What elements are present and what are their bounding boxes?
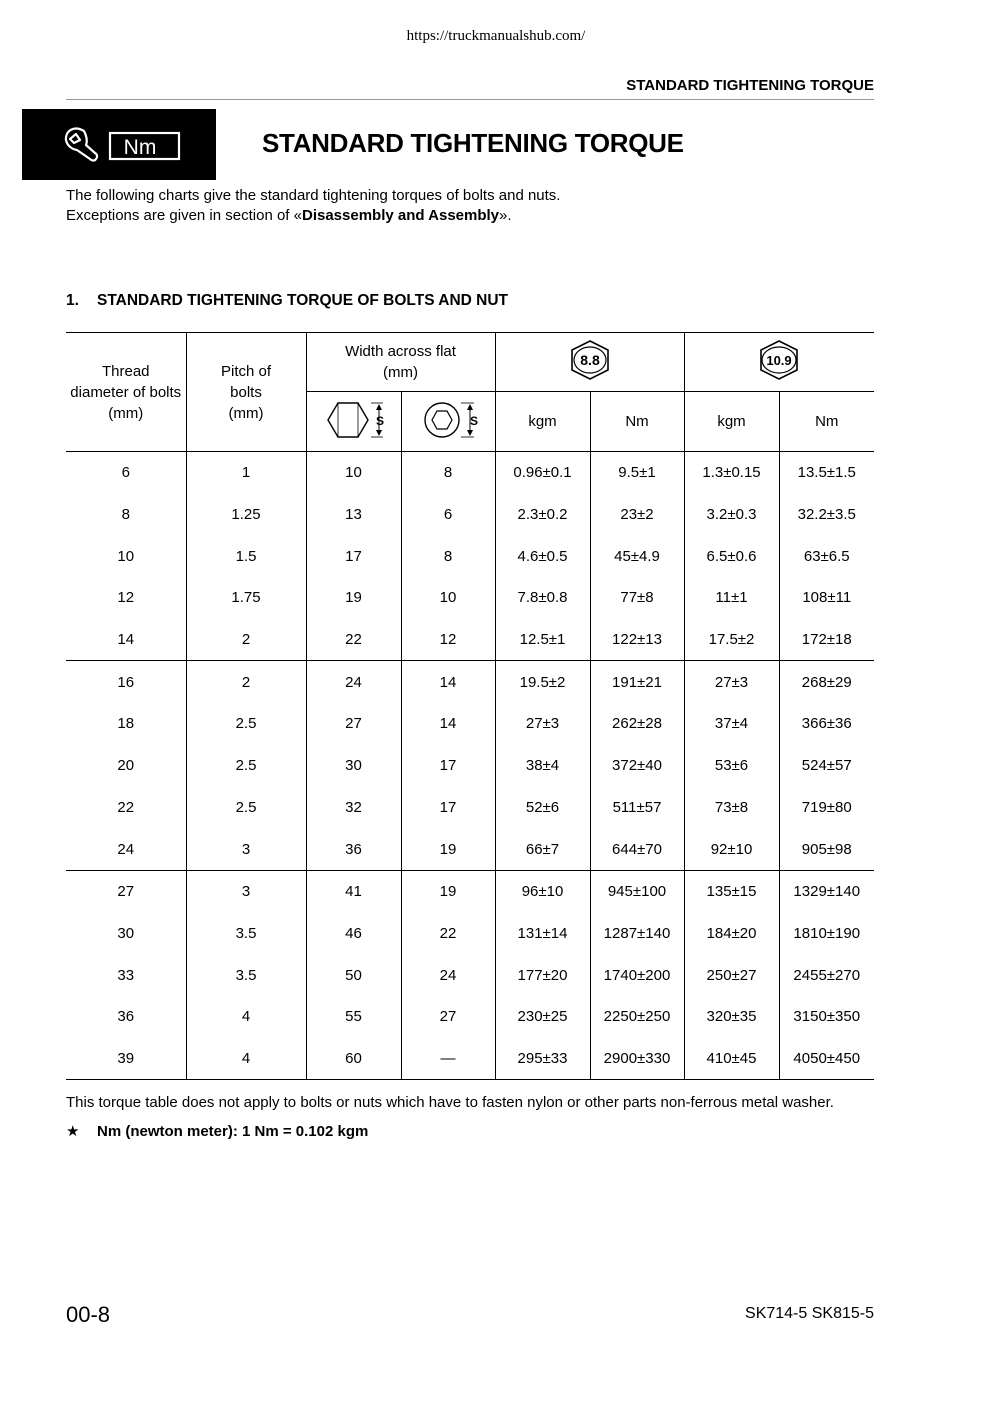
cell-thread: 16 [117, 673, 135, 691]
cell-pitch: 1.75 [186, 577, 306, 619]
intro-line-2: Exceptions are given in section of «Disassembly and Assembly». [66, 207, 512, 224]
cell-kgm-10-9: 320±35 [684, 996, 779, 1038]
cell-nm-10-9: 3150±350 [779, 996, 874, 1038]
cell-pitch: 2.5 [186, 703, 306, 745]
table-row [66, 870, 874, 912]
cell-socket-width: 14 [401, 661, 495, 703]
table-row [66, 619, 874, 661]
unit-conversion-text: Nm (newton meter): 1 Nm = 0.102 kgm [97, 1123, 369, 1140]
table-row [66, 1038, 874, 1080]
cell-nm-10-9: 172±18 [779, 619, 874, 661]
cell-socket-width: 12 [401, 619, 495, 661]
cell-nm-10-9: 366±36 [779, 703, 874, 745]
cell-thread: 33 [117, 966, 135, 984]
page-number: 00-8 [66, 1302, 111, 1327]
cell-hex-width: 17 [306, 535, 401, 577]
cell-kgm-10-9: 17.5±2 [684, 619, 779, 661]
cell-thread: 22 [117, 798, 135, 816]
applicability-note: This torque table does not apply to bolts or nuts which have to fasten nylon or other parts non-ferrous metal washer. [66, 1094, 834, 1111]
cell-pitch: 1.5 [186, 535, 306, 577]
star-icon: ★ [66, 1123, 80, 1140]
header-nm-8-8: Nm [590, 392, 684, 452]
cell-kgm-10-9: 53±6 [684, 745, 779, 787]
cell-thread: 36 [117, 1008, 135, 1026]
cell-thread: 12 [117, 589, 135, 607]
cell-kgm-10-9: 184±20 [684, 913, 779, 955]
cell-socket-width: 17 [401, 745, 495, 787]
cell-kgm-8-8: 4.6±0.5 [495, 535, 590, 577]
header-kgm-10-9: kgm [684, 392, 779, 452]
cell-kgm-8-8: 177±20 [495, 954, 590, 996]
cell-thread: 8 [121, 506, 130, 524]
hex-grade-10-9-icon [756, 338, 802, 382]
cell-socket-width: 6 [401, 494, 495, 536]
cell-nm-10-9: 719±80 [779, 787, 874, 829]
cell-kgm-10-9: 1.3±0.15 [684, 452, 779, 494]
intro-paragraph [66, 186, 560, 226]
wrench-icon [22, 109, 216, 180]
cell-thread: 6 [121, 464, 130, 482]
cell-pitch: 2 [186, 619, 306, 661]
cell-socket-width: 17 [401, 787, 495, 829]
cell-nm-8-8: 1740±200 [590, 954, 684, 996]
cell-kgm-10-9: 73±8 [684, 787, 779, 829]
cell-thread: 14 [66, 619, 186, 661]
cell-pitch: 2.5 [186, 787, 306, 829]
cell-hex-width: 22 [306, 619, 401, 661]
cell-hex-width: 55 [306, 996, 401, 1038]
section-number: 1. [66, 292, 79, 309]
table-row [66, 954, 874, 996]
cell-kgm-10-9: 6.5±0.6 [684, 535, 779, 577]
cell-kgm-8-8: 131±14 [495, 913, 590, 955]
cell-nm-8-8: 372±40 [590, 745, 684, 787]
cell-nm-10-9: 905±98 [779, 828, 874, 870]
cell-hex-width: 30 [306, 745, 401, 787]
table-row [66, 661, 874, 703]
cell-socket-width: 24 [401, 954, 495, 996]
cell-socket-width: 27 [401, 996, 495, 1038]
cell-nm-8-8: 23±2 [590, 494, 684, 536]
cell-hex-width: 10 [306, 452, 401, 494]
cell-socket-width: 19 [401, 870, 495, 912]
cell-hex-width: 36 [306, 828, 401, 870]
cell-kgm-10-9: 11±1 [684, 577, 779, 619]
hex-bolt-head-icon [314, 395, 394, 445]
cell-hex-width: 19 [306, 577, 401, 619]
header-grade-10-9 [684, 333, 874, 392]
header-grade-8-8 [495, 333, 684, 392]
header-kgm-8-8: kgm [495, 392, 590, 452]
cell-nm-8-8: 945±100 [590, 870, 684, 912]
header-socket-bolt [401, 392, 495, 452]
header-divider [66, 99, 874, 100]
logo-text: Nm [123, 136, 157, 159]
cell-hex-width: 60 [306, 1038, 401, 1080]
cell-kgm-8-8: 295±33 [495, 1038, 590, 1080]
cell-pitch: 4 [186, 1038, 306, 1080]
cell-kgm-8-8: 52±6 [495, 787, 590, 829]
cell-kgm-10-9: 92±10 [684, 828, 779, 870]
cell-socket-width: 19 [401, 828, 495, 870]
cell-kgm-8-8: 12.5±1 [495, 619, 590, 661]
cell-thread: 39 [66, 1038, 186, 1080]
cell-thread: 20 [117, 757, 135, 775]
cell-pitch: 1 [186, 452, 306, 494]
cell-nm-10-9: 1810±190 [779, 913, 874, 955]
cell-nm-8-8: 9.5±1 [590, 452, 684, 494]
cell-kgm-8-8: 66±7 [495, 828, 590, 870]
torque-table-body [66, 452, 874, 1080]
table-row [66, 828, 874, 870]
header-hex-bolt [306, 392, 401, 452]
cell-kgm-10-9: 135±15 [684, 870, 779, 912]
cell-hex-width: 41 [306, 870, 401, 912]
table-row [66, 703, 874, 745]
source-url: https://truckmanualshub.com/ [406, 28, 586, 44]
cell-socket-width: — [401, 1038, 495, 1080]
cell-pitch: 3.5 [186, 954, 306, 996]
section-heading [66, 292, 508, 310]
table-row [66, 452, 874, 494]
cell-nm-10-9: 32.2±3.5 [779, 494, 874, 536]
cell-pitch: 2 [186, 661, 306, 703]
svg-text:S: S [375, 413, 384, 428]
cell-kgm-10-9: 250±27 [684, 954, 779, 996]
cell-hex-width: 32 [306, 787, 401, 829]
cell-nm-8-8: 191±21 [590, 661, 684, 703]
torque-table [66, 332, 874, 1080]
cell-nm-10-9: 108±11 [779, 577, 874, 619]
disassembly-reference: Disassembly and Assembly [301, 207, 500, 224]
cell-nm-10-9: 4050±450 [779, 1038, 874, 1080]
hex-grade-8-8-icon [567, 338, 613, 382]
svg-text:S: S [469, 413, 479, 428]
cell-kgm-8-8: 27±3 [495, 703, 590, 745]
cell-nm-10-9: 268±29 [779, 661, 874, 703]
cell-pitch: 3 [186, 870, 306, 912]
section-title: STANDARD TIGHTENING TORQUE OF BOLTS AND NUT [97, 292, 509, 309]
model-number: SK714-5 SK815-5 [745, 1305, 874, 1322]
cell-thread: 10 [117, 547, 135, 565]
cell-kgm-8-8: 7.8±0.8 [495, 577, 590, 619]
cell-kgm-10-9: 410±45 [684, 1038, 779, 1080]
socket-head-bolt-icon [408, 395, 488, 445]
cell-kgm-10-9: 3.2±0.3 [684, 494, 779, 536]
cell-hex-width: 24 [306, 661, 401, 703]
cell-nm-8-8: 77±8 [590, 577, 684, 619]
cell-nm-8-8: 644±70 [590, 828, 684, 870]
cell-pitch: 2.5 [186, 745, 306, 787]
cell-socket-width: 10 [401, 577, 495, 619]
cell-hex-width: 13 [306, 494, 401, 536]
cell-nm-8-8: 511±57 [590, 787, 684, 829]
cell-thread: 27 [117, 883, 135, 901]
cell-kgm-10-9: 27±3 [684, 661, 779, 703]
table-row [66, 787, 874, 829]
nm-logo-box [22, 109, 216, 180]
cell-thread: 30 [117, 924, 135, 942]
cell-kgm-8-8: 38±4 [495, 745, 590, 787]
header-pitch: Pitch of bolts (mm) [186, 333, 306, 452]
cell-pitch: 1.25 [186, 494, 306, 536]
cell-nm-8-8: 2900±330 [590, 1038, 684, 1080]
cell-thread: 24 [66, 828, 186, 870]
cell-nm-8-8: 45±4.9 [590, 535, 684, 577]
cell-socket-width: 8 [401, 452, 495, 494]
svg-text:10.9: 10.9 [766, 353, 792, 368]
cell-hex-width: 46 [306, 913, 401, 955]
table-row [66, 745, 874, 787]
cell-socket-width: 8 [401, 535, 495, 577]
table-row [66, 535, 874, 577]
cell-nm-8-8: 262±28 [590, 703, 684, 745]
cell-nm-10-9: 524±57 [779, 745, 874, 787]
header-nm-10-9: Nm [779, 392, 874, 452]
cell-nm-10-9: 1329±140 [779, 870, 874, 912]
cell-kgm-8-8: 2.3±0.2 [495, 494, 590, 536]
cell-kgm-8-8: 96±10 [495, 870, 590, 912]
page-title: STANDARD TIGHTENING TORQUE [262, 128, 684, 158]
unit-conversion-note [66, 1122, 368, 1140]
cell-hex-width: 50 [306, 954, 401, 996]
cell-nm-10-9: 2455±270 [779, 954, 874, 996]
cell-kgm-8-8: 230±25 [495, 996, 590, 1038]
cell-socket-width: 22 [401, 913, 495, 955]
cell-nm-10-9: 13.5±1.5 [779, 452, 874, 494]
table-row [66, 577, 874, 619]
table-row [66, 913, 874, 955]
running-header: STANDARD TIGHTENING TORQUE [626, 77, 874, 94]
table-row [66, 494, 874, 536]
cell-pitch: 3 [186, 828, 306, 870]
cell-kgm-8-8: 0.96±0.1 [495, 452, 590, 494]
cell-nm-8-8: 1287±140 [590, 913, 684, 955]
cell-kgm-8-8: 19.5±2 [495, 661, 590, 703]
table-row [66, 996, 874, 1038]
header-thread-diameter: Thread diameter of bolts (mm) [70, 362, 182, 422]
svg-text:8.8: 8.8 [579, 352, 600, 368]
cell-pitch: 3.5 [186, 913, 306, 955]
cell-nm-10-9: 63±6.5 [779, 535, 874, 577]
cell-nm-8-8: 2250±250 [590, 996, 684, 1038]
cell-thread: 18 [117, 715, 135, 733]
intro-line-1: The following charts give the standard tightening torques of bolts and nuts. [66, 187, 561, 204]
header-width-across-flat: Width across flat (mm) [306, 333, 495, 392]
cell-hex-width: 27 [306, 703, 401, 745]
cell-pitch: 4 [186, 996, 306, 1038]
cell-socket-width: 14 [401, 703, 495, 745]
cell-nm-8-8: 122±13 [590, 619, 684, 661]
cell-kgm-10-9: 37±4 [684, 703, 779, 745]
